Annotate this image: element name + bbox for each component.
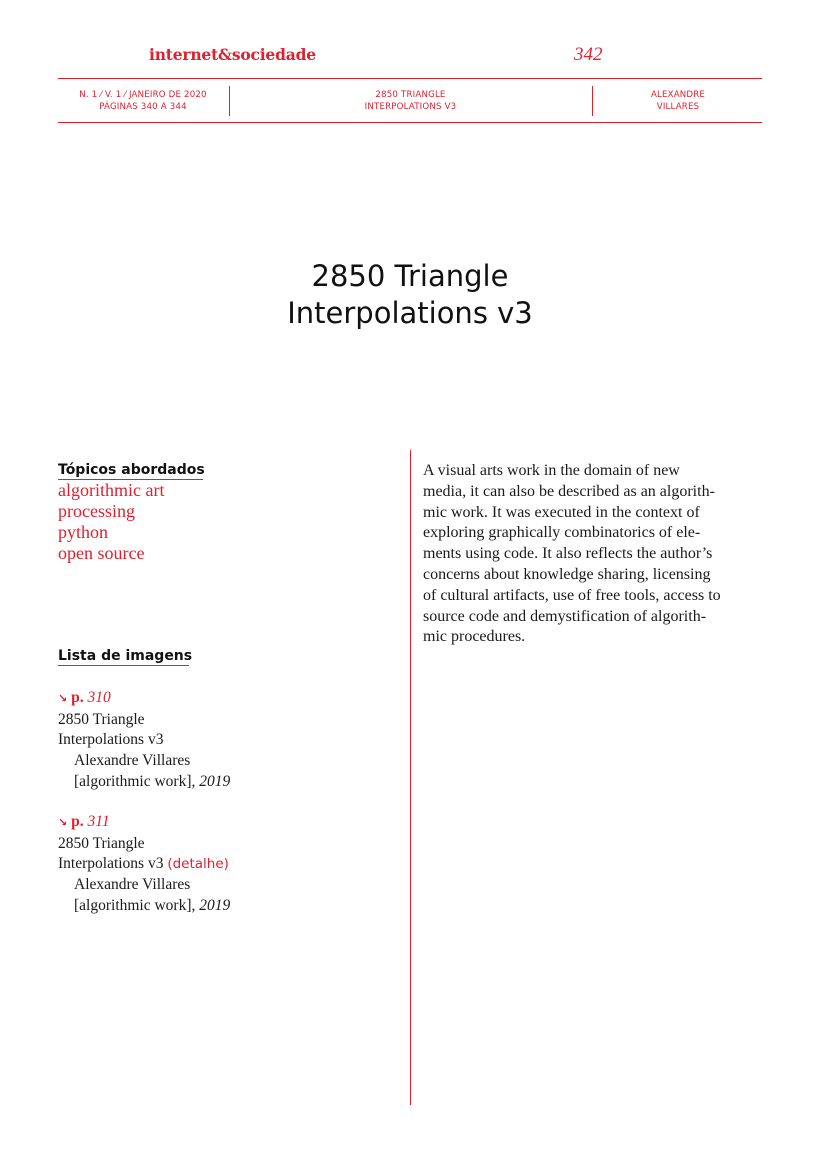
abstract-line: concerns about knowledge sharing, licensing [423,565,711,583]
issue-info [58,89,228,113]
topics-list [58,480,164,564]
page-ref-number: 310 [87,689,111,706]
image-title-line1: 2850 Triangle [58,834,145,852]
page-ref-number: 311 [87,813,110,830]
image-entry [58,812,230,917]
image-title-line2-text: Interpolations v3 [58,855,164,873]
abstract-line: A visual arts work in the domain of new [423,462,680,479]
author-info-line1: ALEXANDRE [650,90,706,100]
image-entry [58,688,230,793]
issue-info-line2: PÁGINAS 340 A 344 [99,102,187,112]
abstract-line: source code and demystification of algorith- [423,607,707,625]
topic-item: python [58,522,109,542]
author-info [593,89,763,113]
arrow-down-right-icon: ↘ [58,816,68,829]
images-heading: Lista de imagens [58,648,193,664]
page-number: 342 [574,44,603,65]
issue-info-line1: N. 1 ⁄ V. 1 ⁄ JANEIRO DE 2020 [79,90,207,100]
topic-item: algorithmic art [58,480,165,500]
work-info-line1: 2850 TRIANGLE [375,90,446,100]
page-label: p. [71,813,84,830]
abstract-line: exploring graphically combinatorics of ele- [423,524,701,542]
abstract-line: of cultural artifacts, use of free tools, access to [423,586,721,604]
abstract-line: ments using code. It also reflects the author’s [423,545,713,563]
image-page-ref[interactable] [58,812,230,834]
topic-item: processing [58,501,135,521]
image-author: Alexandre Villares [74,752,191,770]
article-title-line1: 2850 Triangle [311,259,509,293]
image-year: 2019 [199,772,231,790]
work-info-line2: INTERPOLATIONS V3 [364,102,457,112]
arrow-down-right-icon: ↘ [58,692,68,705]
image-author: Alexandre Villares [74,876,191,894]
image-title-line2 [58,854,230,875]
page-label: p. [71,689,84,706]
article-title-line2: Interpolations v3 [287,296,533,330]
image-medium-text: [algorithmic work], [74,896,196,914]
work-info [230,89,591,113]
images-heading-underline [58,665,189,666]
header-bottom-rule [58,122,762,123]
column-divider [410,450,411,1105]
abstract-line: media, it can also be described as an algorith- [423,482,715,500]
topic-item: open source [58,543,145,563]
header-top-rule [58,78,762,79]
image-medium [58,896,230,917]
image-year: 2019 [199,896,231,914]
topics-heading: Tópicos abordados [58,462,205,478]
article-title [0,258,820,332]
image-medium-text: [algorithmic work], [74,772,196,790]
abstract-line: mic work. It was executed in the context of [423,503,700,521]
journal-name: internet&sociedade [149,45,316,64]
image-page-ref[interactable] [58,688,230,710]
detail-note: (detalhe) [167,856,229,873]
image-title-line1: 2850 Triangle [58,710,145,728]
image-title-line2: Interpolations v3 [58,731,164,749]
abstract-line: mic procedures. [423,628,526,646]
abstract-text [423,461,768,648]
author-info-line2: VILLARES [656,102,700,112]
image-medium [58,772,230,793]
